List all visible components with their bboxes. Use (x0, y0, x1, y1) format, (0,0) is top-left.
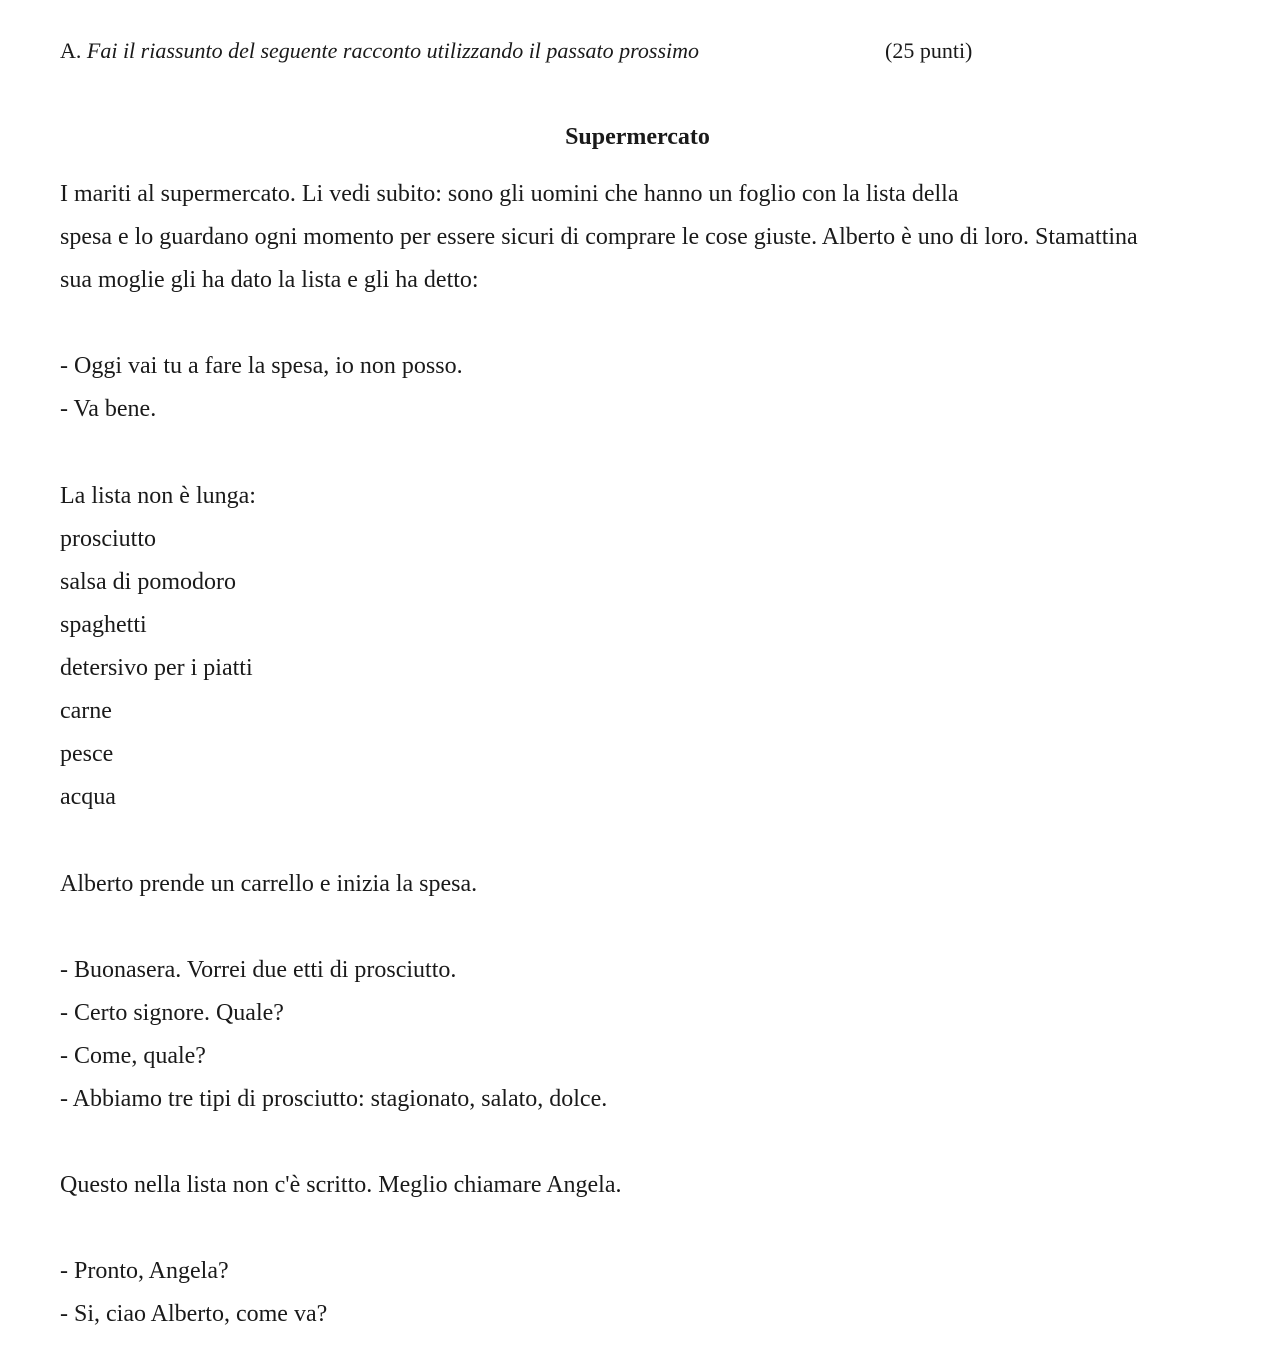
dialogue-line: - Abbiamo tre tipi di prosciutto: stagionato, salato, dolce. (60, 1085, 608, 1112)
list-item: salsa di pomodoro (60, 568, 236, 595)
dialogue-line: - Si, ciao Alberto, come va? (60, 1301, 328, 1328)
blank-line (60, 825, 1220, 868)
list-item: prosciutto (60, 525, 156, 552)
blank-line (60, 1127, 1220, 1170)
blank-line (60, 1213, 1220, 1256)
blank-line (60, 438, 1220, 481)
list-item: spaghetti (60, 611, 147, 638)
paragraph-line: sua moglie gli ha dato la lista e gli ha detto: (60, 267, 479, 294)
exercise-instruction (60, 36, 699, 66)
paragraph-line: Alberto prende un carrello e inizia la spesa. (60, 870, 478, 897)
paragraph-line: I mariti al supermercato. Li vedi subito: sono gli uomini che hanno un foglio con la lista della (60, 181, 959, 207)
paragraph-line: spesa e lo guardano ogni momento per essere sicuri di comprare le cose giuste. Alberto è uno di loro. Stamattina (60, 224, 1138, 251)
story-body (60, 179, 1220, 1343)
list-item: acqua (60, 784, 116, 811)
blank-line (60, 308, 1220, 351)
list-item: pesce (60, 741, 114, 768)
dialogue-line: - Come, quale? (60, 1042, 206, 1069)
list-intro: La lista non è lunga: (60, 482, 256, 509)
list-item: carne (60, 698, 112, 725)
dialogue-line: - Buonasera. Vorrei due etti di prosciutto. (60, 956, 457, 983)
dialogue-line: - Oggi vai tu a fare la spesa, io non posso. (60, 353, 463, 380)
dialogue-line: - Pronto, Angela? (60, 1258, 229, 1285)
exercise-instruction-text: Fai il riassunto del seguente racconto utilizzando il passato prossimo (86, 38, 700, 63)
exercise-points: (25 punti) (885, 38, 973, 63)
dialogue-line: - Certo signore. Quale? (60, 999, 284, 1026)
exercise-label: A. (60, 38, 82, 63)
blank-line (60, 912, 1220, 955)
story-title: Supermercato (565, 124, 710, 150)
list-item: detersivo per i piatti (60, 655, 253, 682)
paragraph-line: Questo nella lista non c'è scritto. Meglio chiamare Angela. (60, 1172, 622, 1199)
dialogue-line: - Va bene. (60, 396, 157, 423)
